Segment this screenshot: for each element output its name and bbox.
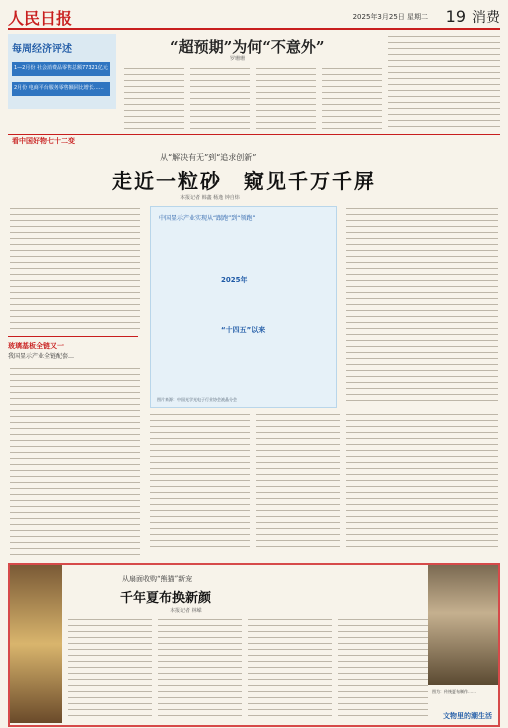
bottom-right-caption: 图为：传统夏布制作…… bbox=[432, 689, 476, 694]
infographic-caption: 图片来源：中国光学光电子行业协会液晶分会 bbox=[157, 397, 237, 402]
bottom-column-4 bbox=[338, 617, 428, 721]
banner-title: 每周经济评述 bbox=[12, 44, 72, 55]
top-story-column-5 bbox=[388, 34, 500, 130]
issue-date: 2025年3月25日 星期二 bbox=[352, 13, 428, 21]
text-lines bbox=[10, 206, 140, 332]
column-tag: 文物里的潮生活 bbox=[443, 712, 492, 720]
text-lines bbox=[346, 412, 498, 552]
infographic-period: “十四五”以来 bbox=[221, 326, 266, 334]
text-lines bbox=[338, 617, 428, 721]
text-lines bbox=[68, 617, 152, 721]
text-lines bbox=[158, 617, 242, 721]
feature-left-column bbox=[10, 206, 140, 332]
feature-section-header bbox=[8, 134, 500, 147]
top-story-column-1 bbox=[124, 66, 184, 130]
banner-box-2: 2月份 电商平台服务零售额同比增长…… bbox=[12, 82, 110, 96]
display-industry-infographic bbox=[150, 206, 337, 408]
top-story-column-2 bbox=[190, 66, 250, 130]
text-lines bbox=[388, 34, 500, 130]
text-lines bbox=[248, 617, 332, 721]
bottom-right-photo bbox=[428, 565, 498, 685]
right-column-lower bbox=[346, 412, 498, 552]
left-subhead-sub: 我国显示产业全链配套… bbox=[8, 353, 75, 360]
bottom-story-box bbox=[8, 563, 500, 727]
left-column-lower bbox=[10, 366, 140, 556]
text-lines bbox=[256, 66, 316, 130]
bottom-column-3 bbox=[248, 617, 332, 721]
top-story-column-4 bbox=[322, 66, 382, 130]
feature-title: 走近一粒砂 窥见千万千屏 bbox=[112, 169, 376, 193]
top-story-byline: 罗珊珊 bbox=[230, 56, 246, 62]
feature-right-column bbox=[346, 206, 498, 406]
bottom-column-2 bbox=[158, 617, 242, 721]
feature-kicker: 从“解决有无”到“追求创新” bbox=[160, 153, 257, 162]
top-story-column-3 bbox=[256, 66, 316, 130]
mid-column-lower-1 bbox=[150, 412, 250, 552]
section-name: 消费 bbox=[472, 10, 500, 26]
text-lines bbox=[10, 366, 140, 556]
text-lines bbox=[322, 66, 382, 130]
bottom-left-photo bbox=[10, 565, 62, 723]
bottom-story-byline: 本报记者 林嵘 bbox=[170, 608, 202, 614]
feature-section-label: 看中国好物七十二变 bbox=[12, 137, 75, 145]
masthead: 人民日报 bbox=[8, 9, 73, 28]
bottom-story-title: 千年夏布换新颜 bbox=[120, 591, 212, 606]
mid-column-lower-2 bbox=[256, 412, 340, 552]
text-lines bbox=[124, 66, 184, 130]
text-lines bbox=[256, 412, 340, 552]
bottom-column-1 bbox=[68, 617, 152, 721]
page-number: 19 bbox=[445, 7, 466, 26]
feature-byline: 本报记者 韩鑫 杨逸 钟自炜 bbox=[180, 195, 240, 201]
page-header bbox=[8, 6, 500, 30]
text-lines bbox=[150, 412, 250, 552]
bottom-story-kicker: 从扇面收购“熊猫”新宠 bbox=[122, 575, 193, 583]
left-subhead bbox=[8, 336, 138, 363]
left-subhead-title: 玻璃基板全链又一 bbox=[8, 342, 64, 350]
weekly-review-banner bbox=[8, 34, 116, 109]
text-lines bbox=[346, 206, 498, 406]
top-story-title: “超预期”为何“不意外” bbox=[170, 38, 325, 56]
text-lines bbox=[190, 66, 250, 130]
infographic-year-2025: 2025年 bbox=[221, 276, 248, 284]
banner-box-1: 1—2月份 社会消费品零售总额77321亿元 bbox=[12, 62, 110, 76]
infographic-heading: 中国显示产业实现从“跟跑”到“领跑” bbox=[159, 215, 256, 222]
